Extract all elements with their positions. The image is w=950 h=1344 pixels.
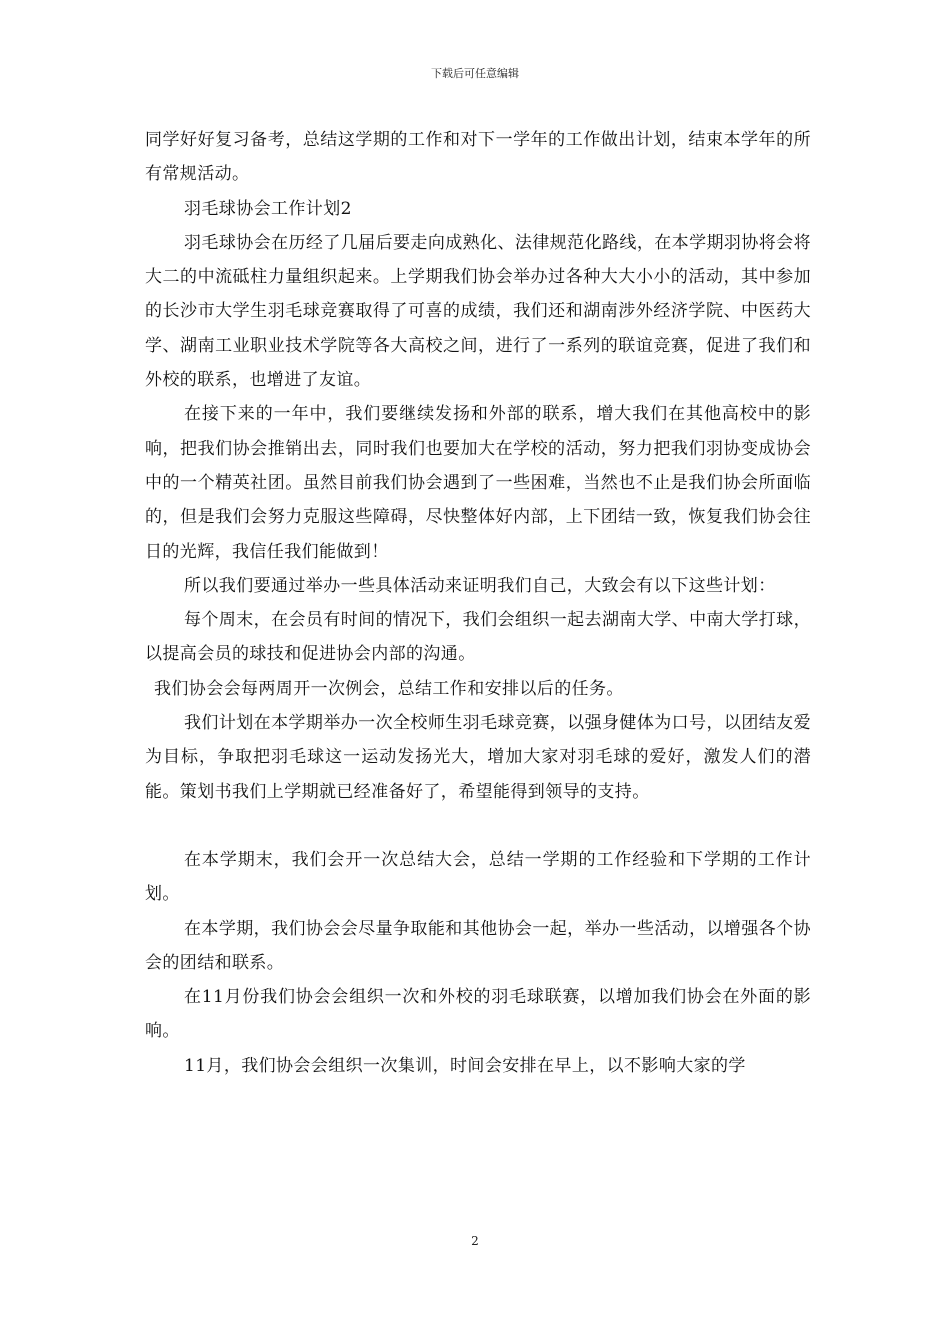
page-header-note: 下载后可任意编辑 (431, 67, 519, 80)
paragraph-intro: 羽毛球协会在历经了几届后要走向成熟化、法律规范化路线，在本学期羽协将会将大二的中流砥柱力量组织起来。上学期我们协会举办过各种大大小小的活动，其中参加的长沙市大学生羽毛球竞赛取得了可喜的成绩，我们还和湖南涉外经济学院、中医药大学、湖南工业职业技术学院等各大高校之间，进行了一系列的联谊竞赛，促进了我们和外校的联系，也增进了友谊。 (145, 232, 811, 391)
paragraph-november-training: 11月，我们协会会组织一次集训，时间会安排在早上，以不影响大家的学 (184, 1055, 746, 1076)
paragraph-competition: 我们计划在本学期举办一次全校师生羽毛球竞赛，以强身健体为口号，以团结友爱为目标，争取把羽毛球这一运动发扬光大，增加大家对羽毛球的爱好，激发人们的潜能。策划书我们上学期就已经准备好了，希望能得到领导的支持。 (145, 713, 811, 802)
paragraph-spacer (145, 809, 811, 843)
paragraph-weekend-play: 每个周末，在会员有时间的情况下，我们会组织一起去湖南大学、中南大学打球，以提高会员的球技和促进协会内部的沟通。 (145, 610, 811, 665)
paragraph-meetings: 我们协会会每两周开一次例会，总结工作和安排以后的任务。 (154, 678, 624, 699)
paragraph-continuation: 同学好好复习备考，总结这学期的工作和对下一学年的工作做出计划，结束本学年的所有常规活动。 (145, 130, 811, 185)
paragraph-november-league: 在11月份我们协会会组织一次和外校的羽毛球联赛，以增加我们协会在外面的影响。 (145, 987, 811, 1042)
paragraph-plan-lead: 所以我们要通过举办一些具体活动来证明我们自己，大致会有以下这些计划： (184, 575, 776, 596)
section-title: 羽毛球协会工作计划2 (184, 198, 352, 219)
page-number: 2 (471, 1234, 479, 1248)
paragraph-joint-activities: 在本学期，我们协会会尽量争取能和其他协会一起，举办一些活动，以增强各个协会的团结和联系。 (145, 918, 811, 973)
paragraph-goals: 在接下来的一年中，我们要继续发扬和外部的联系，增大我们在其他高校中的影响，把我们协会推销出去，同时我们也要加大在学校的活动，努力把我们羽协变成协会中的一个精英社团。虽然目前我们协会遇到了一些困难，当然也不止是我们协会所面临的，但是我们会努力克服这些障碍，尽快整体好内部，上下团结一致，恢复我们协会往日的光辉，我信任我们能做到！ (145, 404, 811, 562)
document-body (145, 123, 811, 1083)
paragraph-summary-meeting: 在本学期末，我们会开一次总结大会，总结一学期的工作经验和下学期的工作计划。 (145, 849, 811, 905)
